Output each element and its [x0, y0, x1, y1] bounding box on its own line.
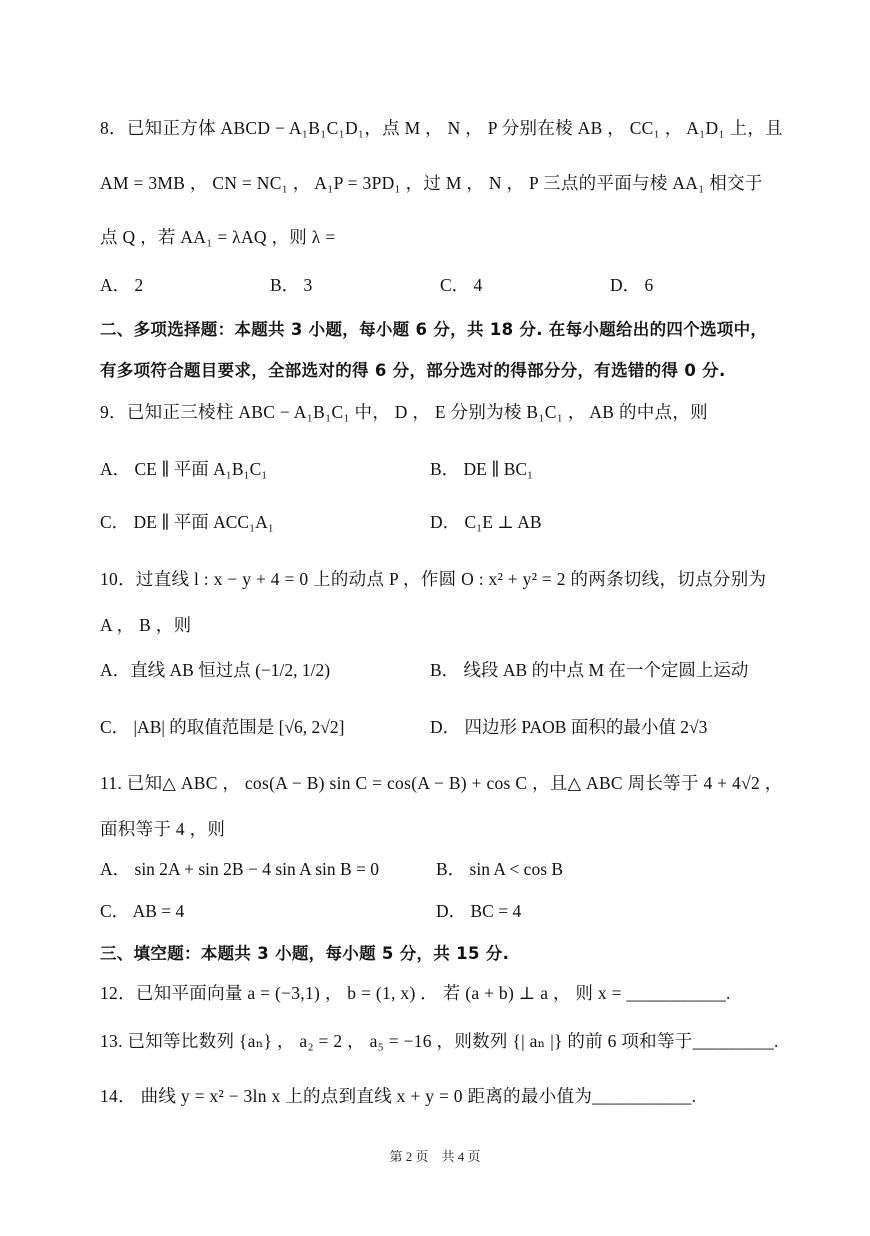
q10-stem-line1: 10．过直线 l : x − y + 4 = 0 上的动点 P ，作圆 O : x² + y² = 2 的两条切线，切点分别为 — [100, 569, 767, 589]
q8-stem-line1: 8．已知正方体 ABCD − A₁B₁C₁D₁，点 M ， N ， P 分别在棱 AB ， CC₁ ， A₁D₁ 上，且 — [100, 118, 783, 138]
q9-stem: 9．已知正三棱柱 ABC − A₁B₁C₁ 中， D ， E 分别为棱 B₁C₁ ， AB 的中点，则 — [100, 402, 708, 422]
q10-option-a: A．直线 AB 恒过点 (−1/2, 1/2) — [100, 660, 331, 680]
q9-option-d: D． C₁E ⊥ AB — [430, 512, 542, 532]
page-footer: 第 2 页 共 4 页 — [389, 1149, 481, 1164]
q10-option-d: D． 四边形 PAOB 面积的最小值 2√3 — [430, 717, 708, 737]
q10-option-b: B． 线段 AB 的中点 M 在一个定圆上运动 — [430, 660, 749, 680]
q10-option-c: C． |AB| 的取值范围是 [√6, 2√2] — [100, 717, 345, 737]
q10-stem-line2: A ， B ，则 — [100, 615, 192, 635]
q11-option-c: C． AB = 4 — [100, 901, 185, 921]
q8-option-d: D． 6 — [610, 275, 654, 295]
q8-option-c: C． 4 — [440, 275, 483, 295]
q11-stem-line2: 面积等于 4 ，则 — [100, 819, 226, 839]
q9-option-c: C． DE ∥ 平面 ACC₁A₁ — [100, 512, 274, 532]
q13-stem: 13. 已知等比数列 {aₙ} ， a₂ = 2 ， a₅ = −16 ，则数列 {| aₙ |} 的前 6 项和等于_________. — [100, 1031, 779, 1051]
section3-heading: 三、填空题：本题共 3 小题，每小题 5 分，共 15 分. — [100, 944, 510, 963]
q11-option-a: A． sin 2A + sin 2B − 4 sin A sin B = 0 — [100, 859, 380, 879]
q8-stem-line2: AM = 3MB ， CN = NC₁ ， A₁P = 3PD₁ ，过 M ， N ， P 三点的平面与棱 AA₁ 相交于 — [100, 173, 763, 193]
q8-option-a: A． 2 — [100, 275, 144, 295]
q8-option-b: B． 3 — [270, 275, 313, 295]
section2-heading-line1: 二、多项选择题：本题共 3 小题，每小题 6 分，共 18 分. 在每小题给出的四个选项中， — [100, 320, 768, 339]
q11-option-d: D． BC = 4 — [436, 901, 522, 921]
q12-stem: 12．已知平面向量 a = (−3,1) ， b = (1, x) ． 若 (a + b) ⊥ a ， 则 x = ___________. — [100, 983, 731, 1003]
q9-option-a: A． CE ∥ 平面 A₁B₁C₁ — [100, 459, 268, 479]
q9-option-b: B． DE ∥ BC₁ — [430, 459, 534, 479]
q11-option-b: B． sin A < cos B — [436, 859, 564, 879]
q8-stem-line3: 点 Q ，若 AA₁ = λAQ ，则 λ = — [100, 227, 336, 247]
q11-stem-line1: 11. 已知△ ABC ， cos(A − B) sin C = cos(A − B) + cos C ，且△ ABC 周长等于 4 + 4√2 ， — [100, 773, 783, 793]
q14-stem: 14． 曲线 y = x² − 3ln x 上的点到直线 x + y = 0 距离的最小值为___________. — [100, 1086, 697, 1106]
section2-heading-line2: 有多项符合题目要求，全部选对的得 6 分，部分选对的得部分分，有选错的得 0 分. — [100, 361, 726, 380]
